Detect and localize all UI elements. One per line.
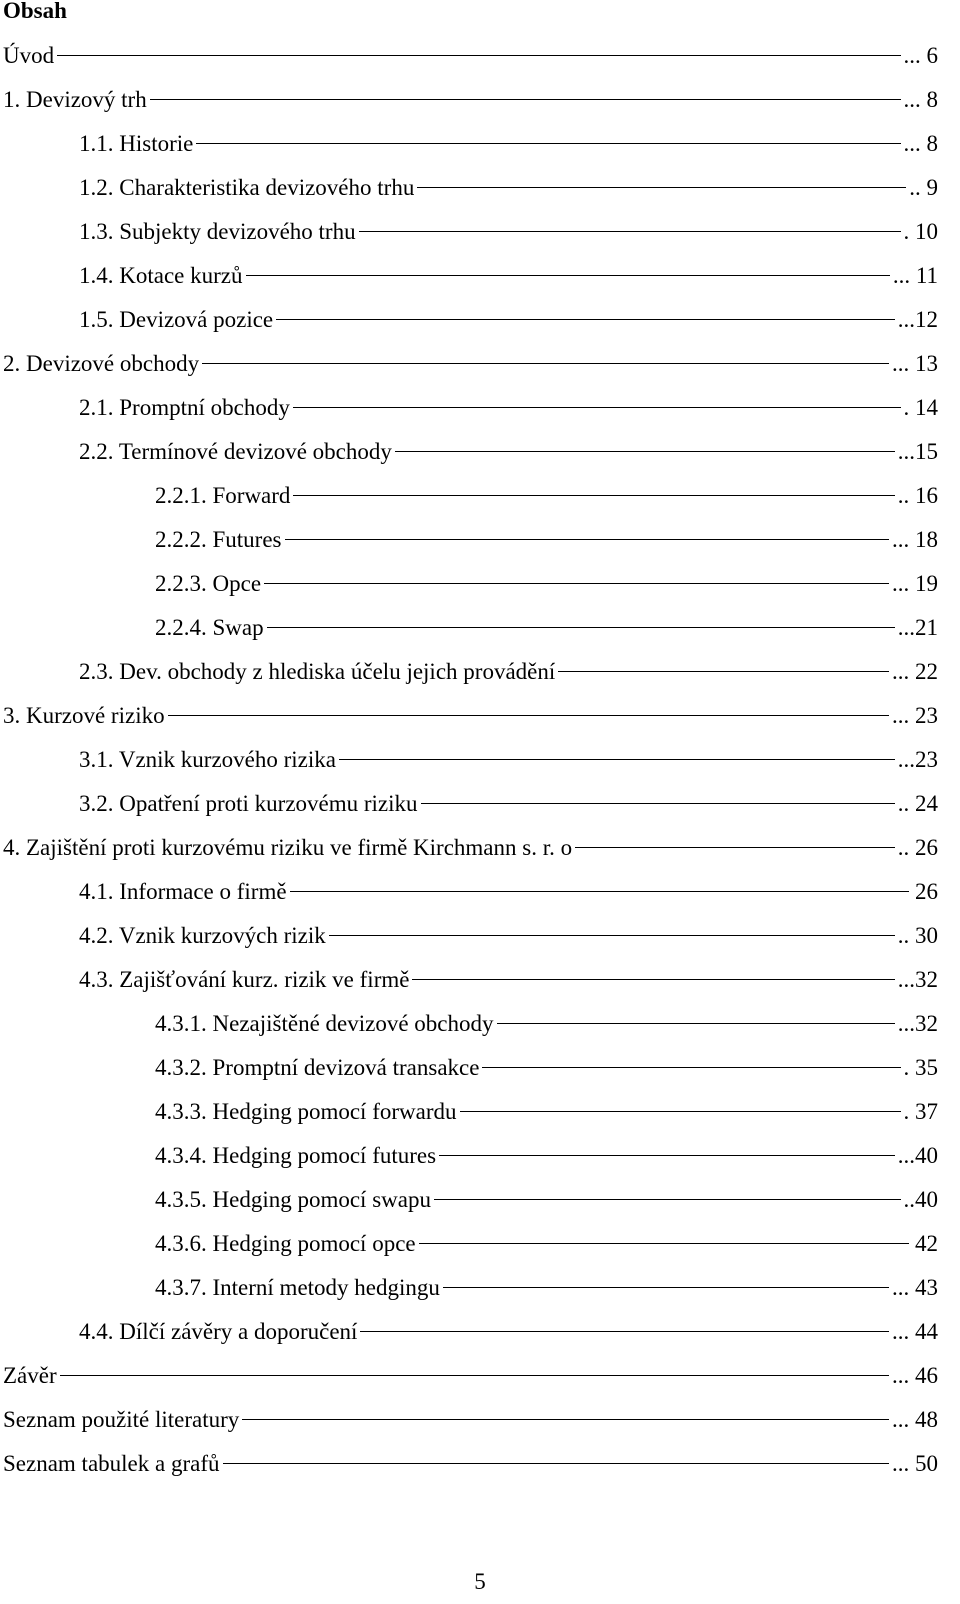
toc-entry[interactable] — [79, 738, 938, 782]
toc-leader — [267, 627, 895, 628]
toc-leader — [168, 715, 889, 716]
toc-entry-label: 4.3.3. Hedging pomocí forwardu — [155, 1099, 457, 1124]
toc-entry[interactable] — [155, 1266, 938, 1310]
toc-entry-page: 42 — [915, 1231, 938, 1256]
toc-entry[interactable] — [3, 342, 938, 386]
toc-leader — [264, 583, 889, 584]
toc-entry-page: ... 46 — [892, 1363, 938, 1388]
toc-entry-page: ... 44 — [892, 1319, 938, 1344]
toc-entry-label: 4.4. Dílčí závěry a doporučení — [79, 1319, 358, 1344]
toc-leader — [276, 319, 895, 320]
toc-entry-label: 3.1. Vznik kurzového rizika — [79, 747, 336, 772]
toc-leader — [360, 1331, 889, 1332]
toc-entry[interactable] — [155, 474, 938, 518]
toc-entry[interactable] — [79, 210, 938, 254]
toc-entry-label: 4.3. Zajišťování kurz. rizik ve firmě — [79, 967, 410, 992]
toc-entry-page: ... 22 — [892, 659, 938, 684]
toc-entry-label: 2.2.3. Opce — [155, 571, 262, 596]
toc-entry-page: ...32 — [897, 967, 938, 992]
toc-leader — [285, 539, 890, 540]
toc-entry[interactable] — [155, 518, 938, 562]
toc-entry[interactable] — [155, 562, 938, 606]
toc-leader — [460, 1111, 901, 1112]
toc-entry[interactable] — [155, 1002, 938, 1046]
toc-entry-label: 1.3. Subjekty devizového trhu — [79, 219, 356, 244]
toc-leader — [293, 495, 894, 496]
page-number: 5 — [474, 1569, 486, 1594]
toc-entry-page: ...12 — [897, 307, 938, 332]
toc-leader — [57, 55, 900, 56]
toc-entry[interactable] — [79, 122, 938, 166]
toc-entry-label: Seznam použité literatury — [3, 1407, 240, 1432]
toc-entry[interactable] — [155, 1090, 938, 1134]
toc-leader — [60, 1375, 889, 1376]
toc-entry-page: ... 48 — [892, 1407, 938, 1432]
toc-entry-label: 4.1. Informace o firmě — [79, 879, 287, 904]
toc-entry[interactable] — [79, 254, 938, 298]
toc-leader — [497, 1023, 895, 1024]
toc-entry[interactable] — [79, 870, 938, 914]
toc-entry-page: ..40 — [903, 1187, 938, 1212]
toc-entry-label: 1. Devizový trh — [3, 87, 147, 112]
toc-entry-label: 2.2.4. Swap — [155, 615, 264, 640]
toc-entry-page: .. 26 — [897, 835, 938, 860]
toc-entry-page: ... 8 — [903, 87, 938, 112]
toc-leader — [395, 451, 895, 452]
toc-leader — [482, 1067, 900, 1068]
toc-entry-page: ... 43 — [892, 1275, 938, 1300]
toc-leader — [417, 187, 906, 188]
toc-entry-label: 2. Devizové obchody — [3, 351, 200, 376]
toc-entry[interactable] — [3, 1398, 938, 1442]
toc-entry-label: 4.3.2. Promptní devizová transakce — [155, 1055, 480, 1080]
toc-entry-page: ... 11 — [892, 263, 938, 288]
toc-entry-page: .. 24 — [897, 791, 938, 816]
toc-entry[interactable] — [155, 1222, 938, 1266]
toc-entry-page: ...32 — [897, 1011, 938, 1036]
toc-entry[interactable] — [79, 782, 938, 826]
toc-entry-page: ... 8 — [903, 131, 938, 156]
toc-leader — [242, 1419, 889, 1420]
toc-heading: Obsah — [3, 0, 67, 23]
toc-leader — [150, 99, 901, 100]
toc-entry-page: ... 50 — [892, 1451, 938, 1476]
toc-entry-page: .. 30 — [897, 923, 938, 948]
toc-entry[interactable] — [3, 78, 938, 122]
toc-entry-label: 2.3. Dev. obchody z hlediska účelu jejich provádění — [79, 659, 556, 684]
toc-leader — [439, 1155, 895, 1156]
toc-entry-label: 1.1. Historie — [79, 131, 194, 156]
toc-leader — [443, 1287, 889, 1288]
toc-entry-page: 26 — [915, 879, 938, 904]
toc-entry-label: Závěr — [3, 1363, 57, 1388]
toc-entry-page: . 14 — [903, 395, 938, 420]
toc-entry[interactable] — [155, 1046, 938, 1090]
toc-leader — [202, 363, 889, 364]
toc-entry[interactable] — [3, 694, 938, 738]
toc-entry-label: 1.5. Devizová pozice — [79, 307, 274, 332]
toc-entry[interactable] — [3, 826, 938, 870]
toc-entry-label: 2.1. Promptní obchody — [79, 395, 290, 420]
toc-entry-label: Seznam tabulek a grafů — [3, 1451, 220, 1476]
toc-entry-label: 1.4. Kotace kurzů — [79, 263, 243, 288]
toc-leader — [339, 759, 895, 760]
toc-leader — [223, 1463, 890, 1464]
toc-entry-label: 3. Kurzové riziko — [3, 703, 165, 728]
toc-entry-label: 4.3.1. Nezajištěné devizové obchody — [155, 1011, 494, 1036]
toc-entry-page: ... 6 — [903, 43, 938, 68]
toc-entry-page: ... 19 — [892, 571, 938, 596]
toc-leader — [290, 891, 909, 892]
toc-leader — [412, 979, 894, 980]
toc-leader — [196, 143, 900, 144]
toc-leader — [575, 847, 895, 848]
toc-entry-label: 4.3.7. Interní metody hedgingu — [155, 1275, 440, 1300]
toc-entry[interactable] — [155, 1134, 938, 1178]
toc-entry-page: ... 18 — [892, 527, 938, 552]
toc-entry-page: ...21 — [897, 615, 938, 640]
toc-entry-label: 4.3.5. Hedging pomocí swapu — [155, 1187, 431, 1212]
toc-leader — [329, 935, 895, 936]
toc-entry[interactable] — [79, 386, 938, 430]
toc-entry-page: . 37 — [903, 1099, 938, 1124]
toc-leader — [421, 803, 895, 804]
toc-leader — [246, 275, 890, 276]
toc-entry-label: 1.2. Charakteristika devizového trhu — [79, 175, 415, 200]
toc-entry[interactable] — [79, 1310, 938, 1354]
toc-entry-label: 4.3.6. Hedging pomocí opce — [155, 1231, 416, 1256]
toc-entry[interactable] — [79, 958, 938, 1002]
toc-leader — [419, 1243, 909, 1244]
toc-leader — [293, 407, 901, 408]
toc-entry[interactable] — [155, 606, 938, 650]
toc-entry[interactable] — [79, 298, 938, 342]
toc-leader — [434, 1199, 901, 1200]
toc-entry[interactable] — [79, 914, 938, 958]
toc-entry[interactable] — [3, 1354, 938, 1398]
toc-leader — [558, 671, 889, 672]
toc-entry[interactable] — [79, 166, 938, 210]
toc-entry[interactable] — [79, 650, 938, 694]
toc-entry-label: 2.2.1. Forward — [155, 483, 291, 508]
toc-entry-label: 3.2. Opatření proti kurzovému riziku — [79, 791, 418, 816]
toc-entry-label: 4.2. Vznik kurzových rizik — [79, 923, 326, 948]
toc-entry-page: ... 23 — [892, 703, 938, 728]
toc-entry[interactable] — [155, 1178, 938, 1222]
toc-entry-label: 2.2.2. Futures — [155, 527, 282, 552]
toc-entry-page: .. 16 — [897, 483, 938, 508]
toc-entry-page: . 35 — [903, 1055, 938, 1080]
toc-entry-page: ... 13 — [892, 351, 938, 376]
toc-entry-page: .. 9 — [909, 175, 938, 200]
toc-leader — [359, 231, 901, 232]
toc-entry-label: 2.2. Termínové devizové obchody — [79, 439, 392, 464]
toc-entry-page: ...15 — [897, 439, 938, 464]
toc-entry-label: 4. Zajištění proti kurzovému riziku ve firmě Kirchmann s. r. o — [3, 835, 573, 860]
toc-entry[interactable] — [3, 1442, 938, 1486]
toc-entry[interactable] — [3, 34, 938, 78]
toc-entry-page: ...23 — [897, 747, 938, 772]
toc-entry-label: Úvod — [3, 43, 55, 68]
toc-entry-page: ...40 — [897, 1143, 938, 1168]
toc-entry-label: 4.3.4. Hedging pomocí futures — [155, 1143, 437, 1168]
toc-entry-page: . 10 — [903, 219, 938, 244]
toc-entry[interactable] — [79, 430, 938, 474]
